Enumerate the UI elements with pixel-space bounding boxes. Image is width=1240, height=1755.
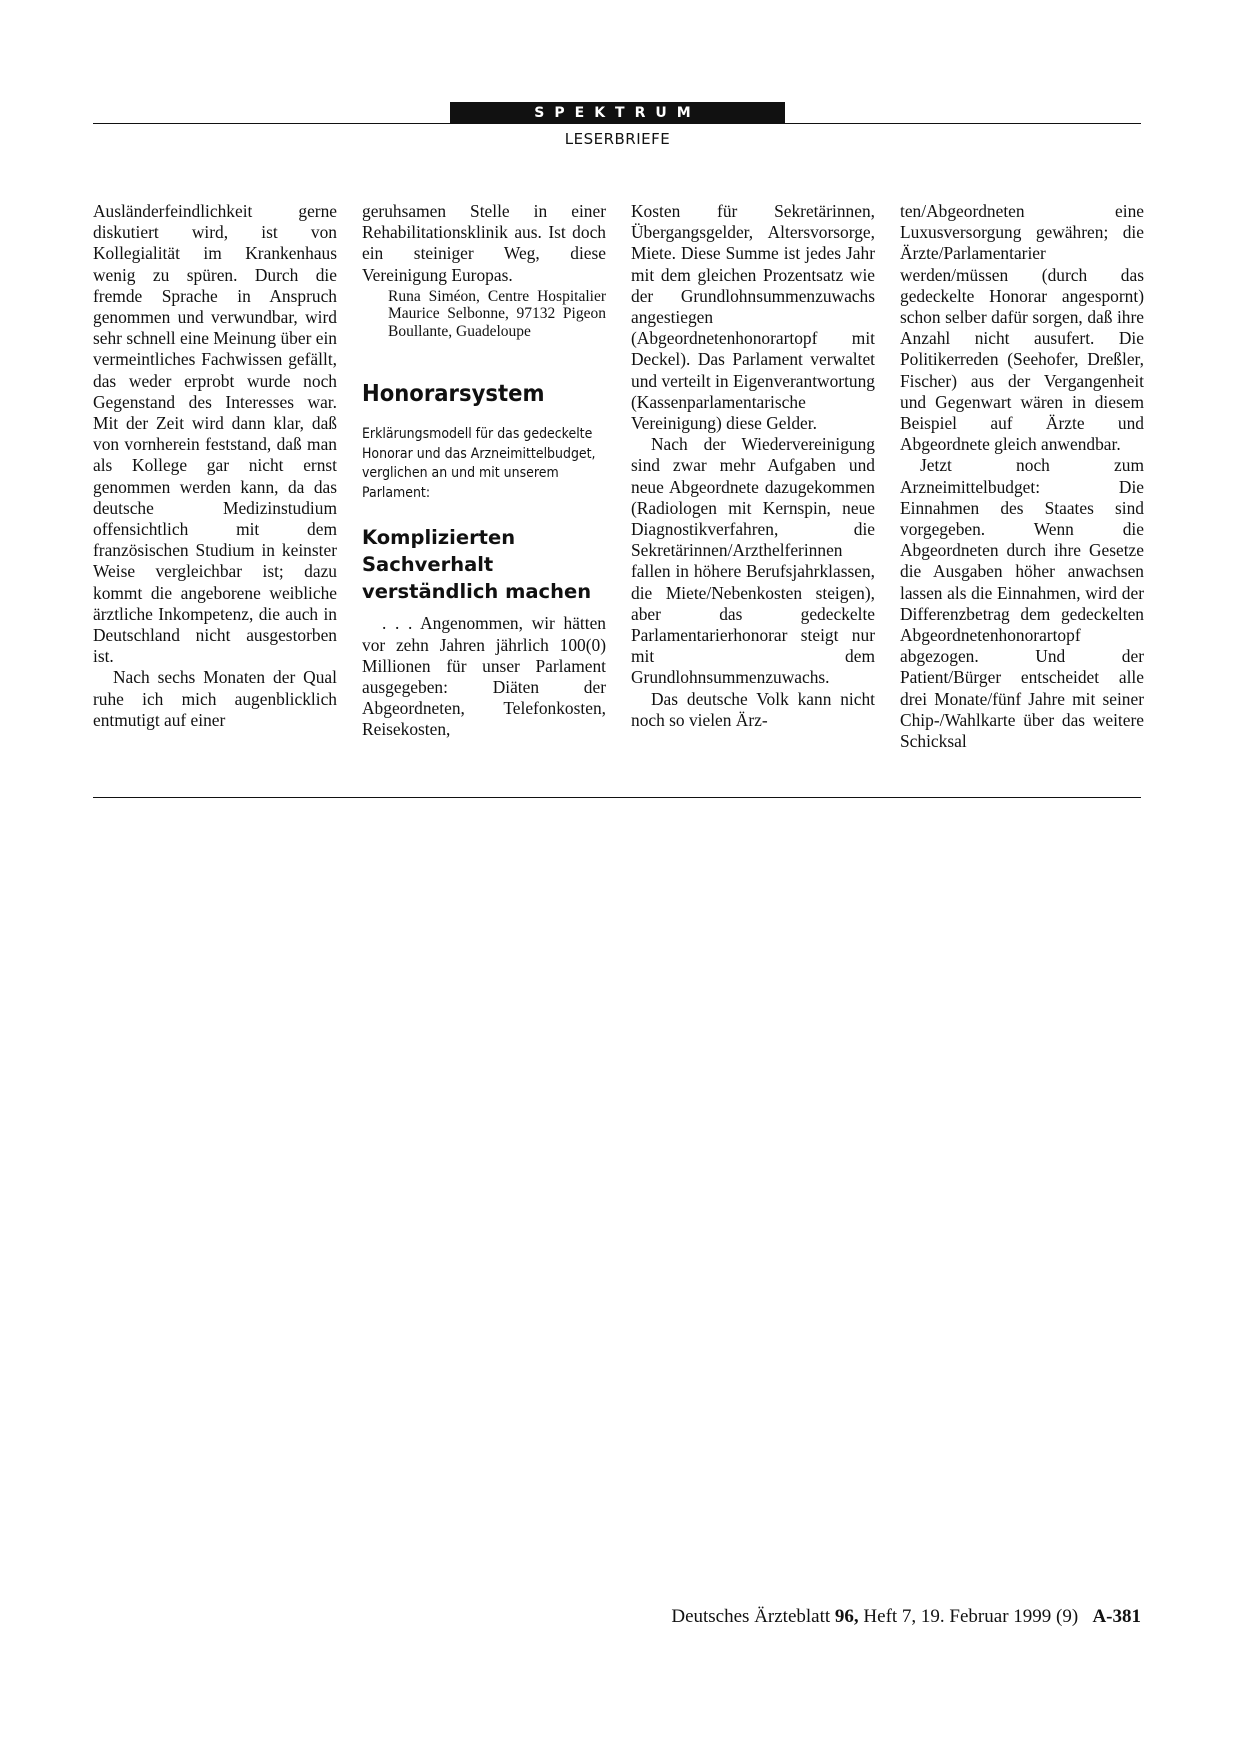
page-footer: [671, 1606, 1141, 1628]
column-3: [631, 201, 875, 731]
issue-info: Heft 7, 19. Februar 1999 (9): [858, 1606, 1093, 1627]
volume-number: 96,: [834, 1606, 859, 1627]
paragraph: Ausländerfeindlichkeit gerne diskutiert wird, ist von Kollegialität im Krankenhaus wenig zu spüren. Durch die fremde Sprache in Anspruch genommen und verwundbar, wird sehr schnell eine Meinung über ein vermeintliches Fachwissen gefällt, das weder erprobt wurde noch Gegenstand des Interesses war. Mit der Zeit wird dann klar, daß von vornherein feststand, daß man als Kollege gar nicht ernst genommen werden kann, da das deutsche Medizinstudium offensichtlich mit dem französischen Studium in keinster Weise vergleichbar ist; dazu kommt die angeborene weibliche ärztliche Inkompetenz, die auch in Deutschland nicht ausgestorben ist.: [93, 201, 337, 667]
footer-rule: [93, 797, 1141, 798]
paragraph: Nach der Wiedervereinigung sind zwar mehr Aufgaben und neue Abgeordnete dazugekommen (Radiologen mit Kernspin, neue Diagnostikverfahren, die Sekretärinnen/Arzthelferinnen fallen in höhere Berufsjahrklassen, die Miete/Nebenkosten steigen), aber das gedeckelte Parlamentarierhonorar steigt nur mit dem Grundlohnsummenzuwachs.: [631, 434, 875, 688]
page-number: A-381: [1092, 1606, 1141, 1627]
journal-name: Deutsches Ärzteblatt: [671, 1606, 835, 1627]
paragraph: geruhsamen Stelle in einer Rehabilitationsklinik aus. Ist doch ein steiniger Weg, diese Vereinigung Europas.: [362, 201, 606, 285]
paragraph: Kosten für Sekretärinnen, Übergangsgelder, Altersvorsorge, Miete. Diese Summe ist jedes Jahr mit dem gleichen Prozentsatz wie der Grundlohnsummenzuwachs angestiegen (Abgeordnetenhonorartopf mit Deckel). Das Parlament verwaltet und verteilt in Eigenverantwortung (Kassenparlamentarische Vereinigung) diese Gelder.: [631, 201, 875, 434]
paragraph: Nach sechs Monaten der Qual ruhe ich mich augenblicklich entmutigt auf einer: [93, 667, 337, 730]
section-label: LESERBRIEFE: [564, 130, 671, 148]
header-rule: [93, 123, 1141, 124]
column-2: [362, 201, 606, 741]
letter-signature: Runa Siméon, Centre Hospitalier Maurice Selbonne, 97132 Pigeon Boullante, Guadeloupe: [388, 287, 606, 340]
column-4: [900, 201, 1144, 752]
column-1: [93, 201, 337, 731]
article-deck: Erklärungsmodell für das gedeckelte Honorar und das Arzneimittelbudget, verglichen an und mit unserem Parlament:: [362, 425, 596, 501]
paragraph: ten/Abgeordneten eine Luxusversorgung gewähren; die Ärzte/Parlamentarier werden/müssen (durch das gedeckelte Honorar angespornt) schon selber dafür sorgen, daß ihre Anzahl nicht ausufert. Die Politikerreden (Seehofer, Dreßler, Fischer) aus der Vergangenheit und Gegenwart wären in diesem Beispiel auf Ärzte und Abgeordnete gleich anwendbar.: [900, 201, 1144, 455]
section-banner: SPEKTRUM: [450, 102, 785, 124]
article-subheading: Komplizierten Sachverhalt verständlich machen: [362, 526, 592, 604]
paragraph: . . . Angenommen, wir hätten vor zehn Jahren jährlich 100(0) Millionen für unser Parlament ausgegeben: Diäten der Abgeordneten, Telefonkosten, Reisekosten,: [362, 613, 606, 740]
article-heading: Honorarsystem: [362, 381, 545, 408]
paragraph: Das deutsche Volk kann nicht noch so vielen Ärz-: [631, 688, 875, 730]
paragraph: Jetzt noch zum Arzneimittelbudget: Die Einnahmen des Staates sind vorgegeben. Wenn die Abgeordneten durch ihre Gesetze die Ausgaben höher anwachsen lassen als die Einnahmen, wird der Differenzbetrag dem gedeckelten Abgeordnetenhonorartopf abgezogen. Und der Patient/Bürger entscheidet alle drei Monate/fünf Jahre mit seiner Chip-/Wahlkarte über das weitere Schicksal: [900, 455, 1144, 752]
